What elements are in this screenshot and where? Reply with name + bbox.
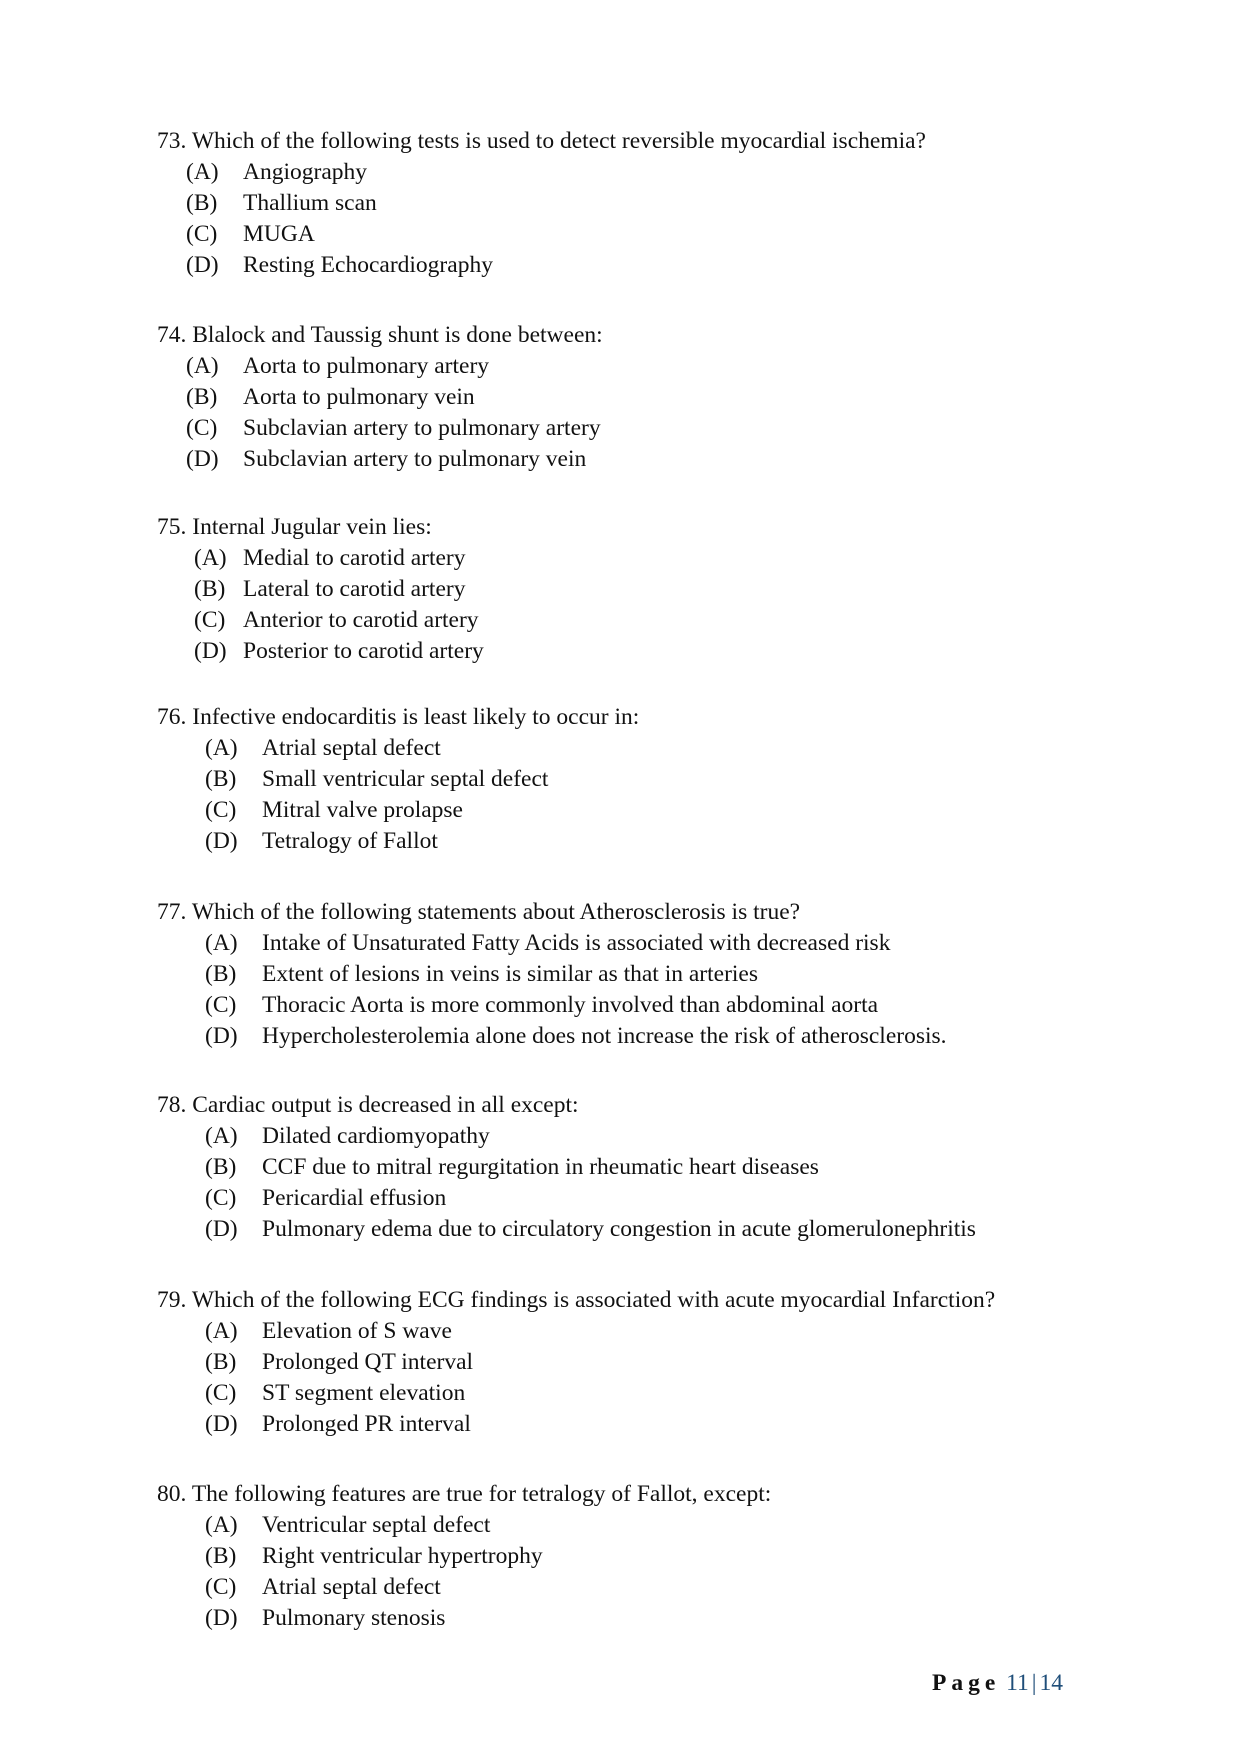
option-a: (A) Dilated cardiomyopathy <box>205 1123 490 1149</box>
option-b: (B) Lateral to carotid artery <box>194 576 466 602</box>
option-d: (D) Pulmonary edema due to circulatory congestion in acute glomerulonephritis <box>205 1216 976 1242</box>
question-80 <box>157 1479 771 1634</box>
question-78 <box>157 1090 976 1245</box>
option-c: (C) Atrial septal defect <box>205 1574 441 1600</box>
question-stem: 73. Which of the following tests is used to detect reversible myocardial ischemia? <box>157 128 926 154</box>
page-label: Page <box>931 1670 1001 1696</box>
option-a: (A) Aorta to pulmonary artery <box>186 353 490 379</box>
option-c: (C) Anterior to carotid artery <box>194 607 479 633</box>
option-d: (D) Tetralogy of Fallot <box>205 828 438 854</box>
current-page-number: 11 <box>1006 1670 1029 1696</box>
option-c: (C) Subclavian artery to pulmonary artery <box>186 415 601 441</box>
question-stem: 77. Which of the following statements about Atherosclerosis is true? <box>157 899 801 925</box>
option-a: (A) Atrial septal defect <box>205 735 441 761</box>
question-74 <box>157 320 603 475</box>
option-b: (B) Small ventricular septal defect <box>205 766 549 792</box>
page-separator: | <box>1031 1670 1037 1696</box>
option-a: (A) Medial to carotid artery <box>194 545 466 571</box>
option-a: (A) Ventricular septal defect <box>205 1512 491 1538</box>
question-76 <box>157 702 639 857</box>
option-a: (A) Angiography <box>186 159 368 185</box>
question-stem: 76. Infective endocarditis is least likely to occur in: <box>157 704 640 730</box>
option-a: (A) Intake of Unsaturated Fatty Acids is associated with decreased risk <box>205 930 891 956</box>
option-d: (D) Resting Echocardiography <box>186 252 493 278</box>
option-b: (B) Thallium scan <box>186 190 377 216</box>
option-c: (C) Pericardial effusion <box>205 1185 447 1211</box>
question-stem: 80. The following features are true for tetralogy of Fallot, except: <box>157 1481 772 1507</box>
option-b: (B) Aorta to pulmonary vein <box>186 384 475 410</box>
option-b: (B) Extent of lesions in veins is similar as that in arteries <box>205 961 759 987</box>
question-75 <box>157 512 484 667</box>
question-stem: 74. Blalock and Taussig shunt is done between: <box>157 322 603 348</box>
option-d: (D) Posterior to carotid artery <box>194 638 484 664</box>
option-c: (C) MUGA <box>186 221 315 247</box>
total-page-number: 14 <box>1039 1670 1063 1696</box>
question-stem: 79. Which of the following ECG findings is associated with acute myocardial Infarction? <box>157 1287 996 1313</box>
option-c: (C) Thoracic Aorta is more commonly involved than abdominal aorta <box>205 992 879 1018</box>
option-d: (D) Pulmonary stenosis <box>205 1605 446 1631</box>
option-a: (A) Elevation of S wave <box>205 1318 452 1344</box>
option-b: (B) Right ventricular hypertrophy <box>205 1543 543 1569</box>
option-b: (B) Prolonged QT interval <box>205 1349 474 1375</box>
option-d: (D) Subclavian artery to pulmonary vein <box>186 446 587 472</box>
page-footer <box>932 1670 1063 1697</box>
question-stem: 75. Internal Jugular vein lies: <box>157 514 432 540</box>
question-77 <box>157 897 947 1052</box>
option-c: (C) ST segment elevation <box>205 1380 466 1406</box>
question-79 <box>157 1285 995 1440</box>
option-d: (D) Prolonged PR interval <box>205 1411 471 1437</box>
question-73 <box>157 126 926 281</box>
option-b: (B) CCF due to mitral regurgitation in rheumatic heart diseases <box>205 1154 819 1180</box>
option-d: (D) Hypercholesterolemia alone does not increase the risk of atherosclerosis. <box>205 1023 947 1049</box>
option-c: (C) Mitral valve prolapse <box>205 797 463 823</box>
question-stem: 78. Cardiac output is decreased in all except: <box>157 1092 579 1118</box>
